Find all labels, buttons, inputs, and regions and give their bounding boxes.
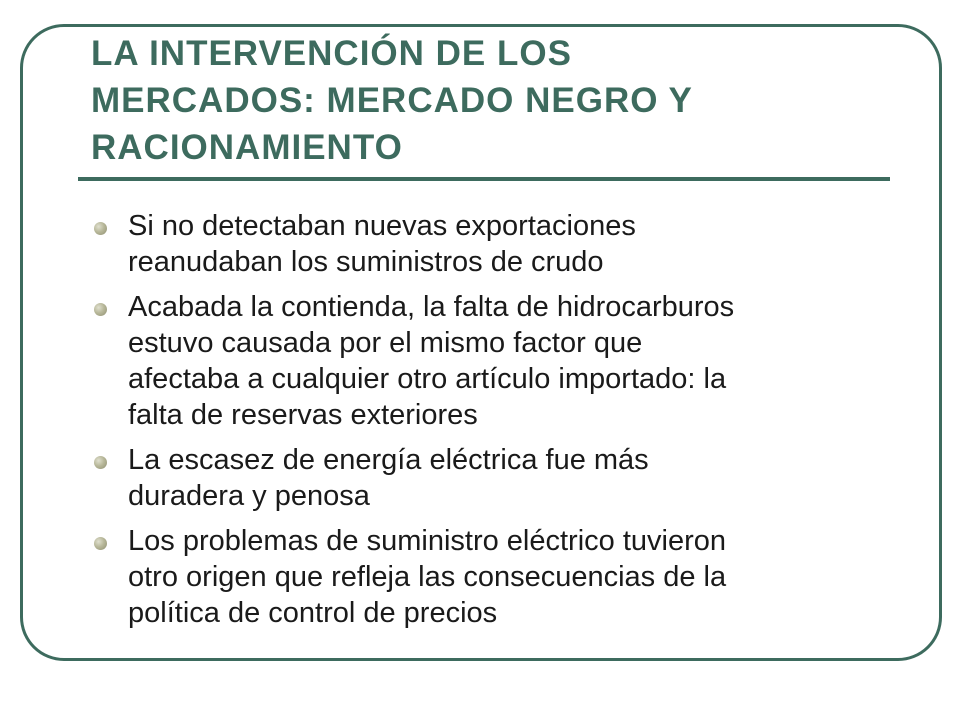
- bullet-text-line: Si no detectaban nuevas exportaciones: [128, 210, 636, 242]
- bullet-item: [0, 289, 960, 433]
- bullet-dot-icon: [94, 456, 107, 469]
- bullet-text-line: política de control de precios: [128, 597, 498, 629]
- bullet-text-line: Los problemas de suministro eléctrico tuvieron: [128, 525, 726, 557]
- title-line: LA INTERVENCIÓN DE LOS: [91, 34, 572, 73]
- bullet-dot-icon: [94, 222, 107, 235]
- bullet-list: [0, 208, 960, 640]
- bullet-text-line: Acabada la contienda, la falta de hidrocarburos: [128, 291, 735, 323]
- bullet-dot-icon: [94, 537, 107, 550]
- bullet-text-line: estuvo causada por el mismo factor que: [128, 327, 643, 359]
- title-divider: [78, 177, 890, 181]
- bullet-text-line: duradera y penosa: [128, 480, 370, 512]
- title-line: MERCADOS: MERCADO NEGRO Y: [91, 81, 693, 120]
- bullet-dot-icon: [94, 303, 107, 316]
- bullet-item: [0, 208, 960, 280]
- bullet-text-line: afectaba a cualquier otro artículo importado: la: [128, 363, 727, 395]
- bullet-item: [0, 442, 960, 514]
- bullet-text-line: La escasez de energía eléctrica fue más: [128, 444, 649, 476]
- bullet-item: [0, 523, 960, 631]
- title-line: RACIONAMIENTO: [91, 128, 403, 167]
- bullet-text-line: falta de reservas exteriores: [128, 399, 478, 431]
- slide-title: [91, 30, 891, 171]
- bullet-text-line: reanudaban los suministros de crudo: [128, 246, 604, 278]
- bullet-text-line: otro origen que refleja las consecuencias de la: [128, 561, 727, 593]
